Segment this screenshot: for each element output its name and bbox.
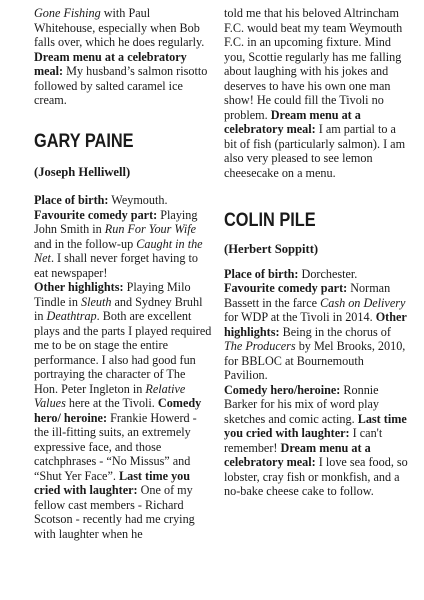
gary-dream-text: I am partial to a bit of fish (particularly salmon). I am also very pleased to see lemon cheesecake on a menu. bbox=[224, 122, 406, 180]
colin-laughter-text: I can't remember! bbox=[224, 426, 383, 455]
gary-profile bbox=[34, 193, 212, 541]
colin-highlights-text: by Mel Brooks, 2010, for BBLOC at Bournemouth Pavilion. bbox=[224, 339, 406, 382]
colin-profile bbox=[224, 267, 408, 499]
left-column bbox=[34, 6, 212, 541]
gary-laughter-text: One of my fellow cast members - Richard Scotson - recently had me crying with laughter when he bbox=[34, 483, 195, 541]
gary-highlights-text: Playing Milo Tindle in bbox=[34, 280, 191, 309]
gary-birth-value: Weymouth. bbox=[108, 193, 168, 207]
colin-birth-label: Place of birth: bbox=[224, 266, 299, 281]
gary-highlights-label: Other highlights: bbox=[34, 280, 124, 294]
gary-comedy-text: . I shall never forget having to eat newspaper! bbox=[34, 251, 198, 280]
colin-comedy-text: Norman Bassett in the farce bbox=[224, 281, 391, 310]
gary-role: (Joseph Helliwell) bbox=[34, 164, 131, 179]
gary-hero-label: Comedy hero/ heroine: bbox=[34, 396, 202, 425]
gary-continued bbox=[224, 6, 408, 180]
colin-birth-value: Dorchester. bbox=[298, 266, 358, 281]
intro-paragraph bbox=[34, 6, 212, 108]
intro-dream-text: My husband’s salmon risotto followed by salted caramel ice cream. bbox=[34, 64, 208, 107]
gary-comedy-text: Playing John Smith in bbox=[34, 207, 198, 236]
colin-comedy-title: Cash on Delivery bbox=[320, 295, 406, 310]
colin-highlights-label: Other highlights: bbox=[224, 310, 407, 339]
colin-hero-label: Comedy hero/heroine: bbox=[224, 382, 341, 397]
gary-highlights-title: Sleuth bbox=[80, 294, 112, 309]
gary-highlights-title: Deathtrap bbox=[46, 309, 97, 323]
colin-highlights-text: Being in the chorus of bbox=[279, 324, 391, 339]
colin-comedy-text: for WDP at the Tivoli in 2014. bbox=[224, 310, 376, 324]
colin-dream-label: Dream menu at a celebratory meal: bbox=[224, 440, 371, 469]
gary-dream-label: Dream menu at a celebratory meal: bbox=[224, 107, 361, 136]
gary-birth-label: Place of birth: bbox=[34, 193, 109, 207]
gary-highlights-text: here at the Tivoli. bbox=[65, 396, 158, 410]
colin-highlights-title: The Producers bbox=[224, 339, 296, 353]
gary-comedy-text: and in the follow-up bbox=[34, 236, 137, 251]
colin-name-heading: COLIN PILE bbox=[224, 210, 316, 231]
colin-hero-text: Ronnie Barker for his mix of word play sketches and comic acting. bbox=[224, 382, 380, 426]
colin-comedy-label: Favourite comedy part: bbox=[224, 281, 348, 295]
gary-comedy-label: Favourite comedy part: bbox=[34, 207, 158, 222]
colin-role: (Herbert Soppitt) bbox=[224, 242, 319, 256]
intro-dream-label: Dream menu at a celebratory meal: bbox=[34, 49, 187, 78]
colin-laughter-label: Last time you cried with laughter: bbox=[224, 411, 407, 440]
right-column bbox=[224, 6, 408, 499]
gary-highlights-text: . Both are excellent plays and the parts I played required me to be on stage the entire performance. I also had good fun portraying the character of The Hon. Peter Ingleton in bbox=[34, 309, 212, 396]
gary-hero-text: Frankie Howerd - the ill-fitting suits, an extremely expressive face, and those catchphrases - “No Missus” and “Shut Yer Face”. bbox=[34, 410, 197, 483]
show-title: Gone Fishing bbox=[34, 6, 101, 20]
gary-name-heading: GARY PAINE bbox=[34, 130, 134, 152]
gary-laughter-label: Last time you cried with laughter: bbox=[34, 468, 191, 497]
gary-comedy-title: Caught in the Net bbox=[34, 236, 203, 265]
gary-highlights-text: and Sydney Bruhl in bbox=[34, 294, 203, 323]
intro-text: with Paul Whitehouse, especially when Bob falls over, which he does regularly. bbox=[34, 6, 205, 49]
gary-highlights-title: Relative Values bbox=[34, 381, 186, 410]
colin-dream-text: I love sea food, so lobster, cray fish or monkfish, and a no-bake cheese cake to follow. bbox=[224, 455, 408, 498]
gary-comedy-title: Run For Your Wife bbox=[104, 222, 197, 236]
gary-laughter-text-continued: told me that his beloved Altrincham F.C. would beat my team Weymouth F.C. in an upcoming fixture. Mind you, Scottie regularly has me falling about laughing with his jokes and deserves to have his own one man show! He could fill the Tivoli no problem. bbox=[224, 6, 403, 122]
